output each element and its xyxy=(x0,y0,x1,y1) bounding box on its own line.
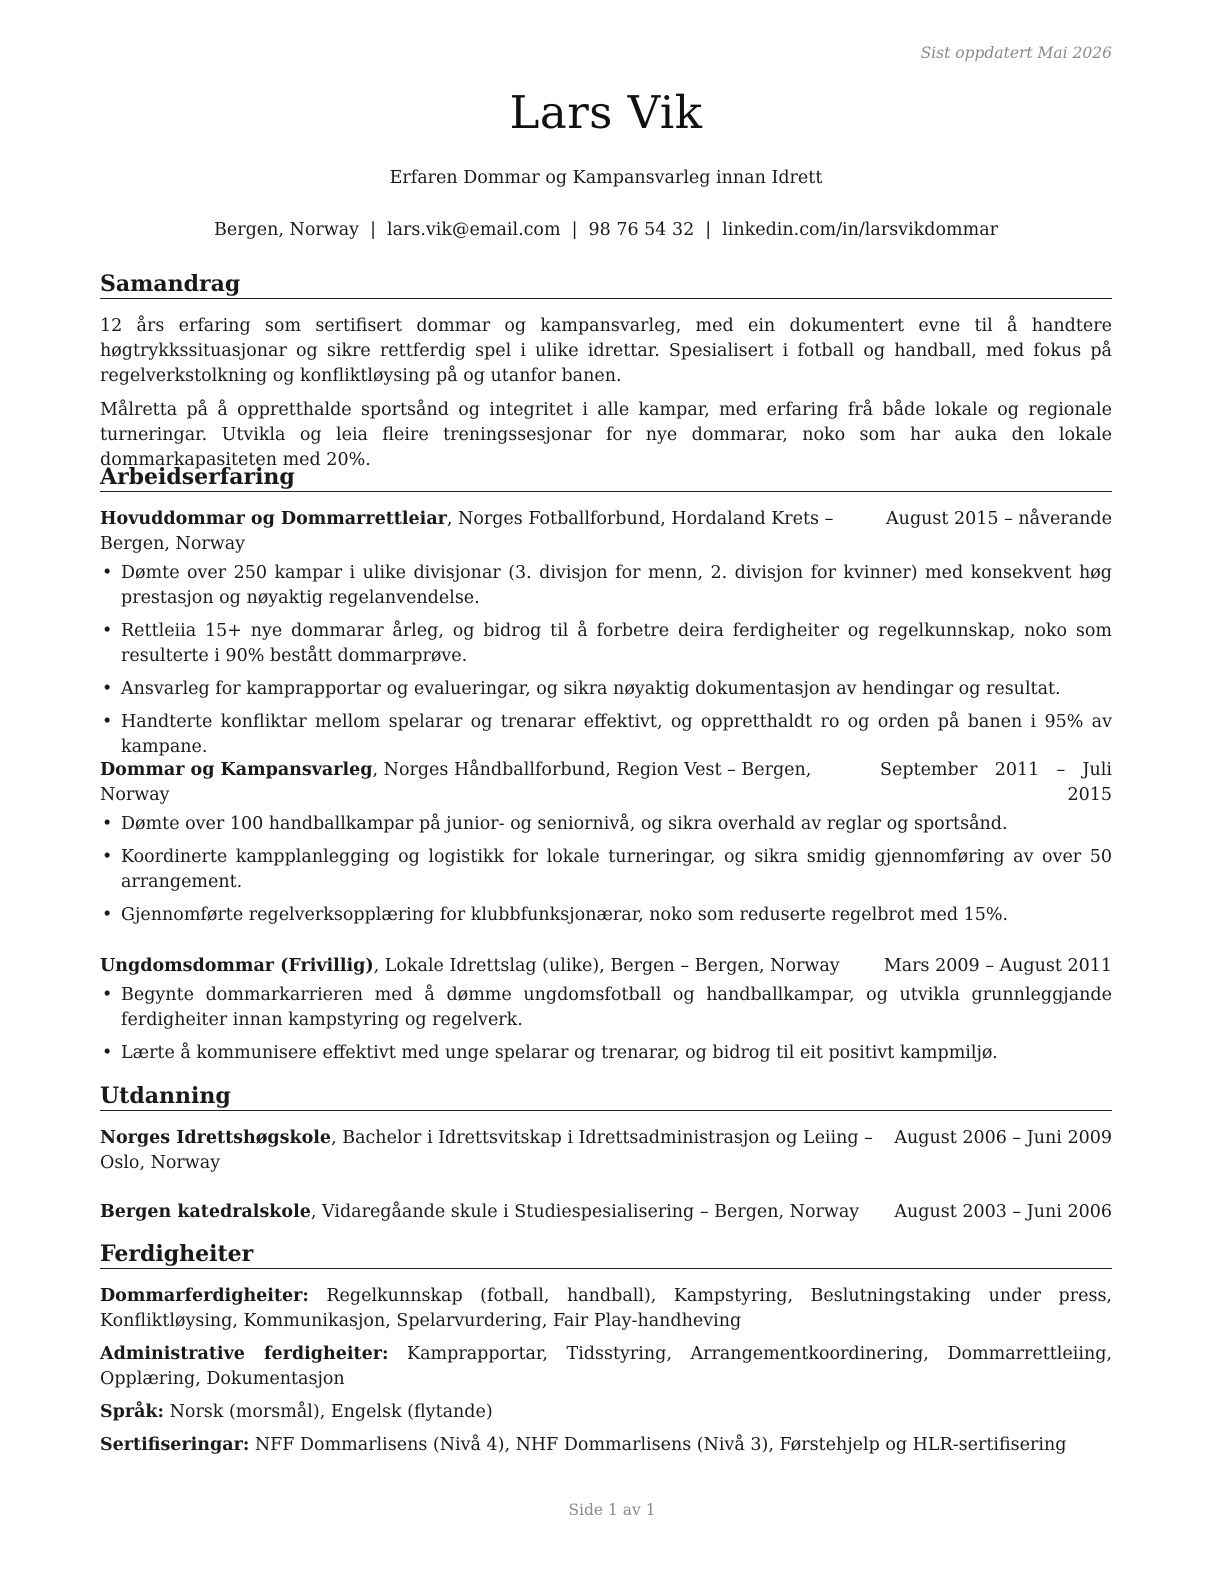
section-title-education: Utdanning xyxy=(100,1083,1112,1111)
summary-section xyxy=(100,314,1112,482)
skill-value: Norsk (morsmål), Engelsk (flytande) xyxy=(164,1402,493,1422)
skill-row xyxy=(100,1342,1112,1392)
school-name: Bergen katedralskole xyxy=(100,1202,311,1222)
list-item: • Begynte dommarkarrieren med å dømme ungdomsfotball og handballkampar, og utvikla grunnleggjande ferdigheiter innan kampstyring og regelverk. xyxy=(100,983,1112,1033)
education-line xyxy=(100,1200,880,1225)
skill-row xyxy=(100,1400,1112,1425)
contact-email[interactable]: lars.vik@email.com xyxy=(386,220,561,240)
education-header xyxy=(100,1200,1112,1225)
job-dates: Mars 2009 – August 2011 xyxy=(883,956,1112,976)
person-name: Lars Vik xyxy=(509,86,703,139)
skill-row xyxy=(100,1284,1112,1334)
list-item: • Koordinerte kampplanlegging og logistikk for lokale turneringar, og sikra smidig gjennomføring av over 50 arrangement. xyxy=(100,845,1112,895)
job-organization: , Norges Håndballforbund, Region Vest – Bergen, Norway xyxy=(100,760,812,805)
job-dates: September 2011 – Juli 2015 xyxy=(880,760,1112,805)
skill-value: NFF Dommarlisens (Nivå 4), NHF Dommarlisens (Nivå 3), Førstehjelp og HLR-sertifisering xyxy=(249,1435,1067,1455)
list-item: • Ansvarleg for kamprapportar og evalueringar, og sikra nøyaktig dokumentasjon av hendingar og resultat. xyxy=(100,677,1112,702)
education-dates: August 2003 – Juni 2006 xyxy=(894,1202,1112,1222)
section-title-experience: Arbeidserfaring xyxy=(100,464,1112,492)
list-item: • Lærte å kommunisere effektivt med unge spelarar og trenarar, og bidrog til eit positivt kampmiljø. xyxy=(100,1041,1112,1066)
list-item: • Rettleiia 15+ nye dommarar årleg, og bidrog til å forbetre deira ferdigheiter og regelkunnskap, noko som resulterte i 90% bestått dommarprøve. xyxy=(100,619,1112,669)
section-title-summary: Samandrag xyxy=(100,271,1112,299)
section-title-skills: Ferdigheiter xyxy=(100,1241,1112,1269)
skill-label: Sertifiseringar: xyxy=(100,1435,250,1455)
job-role: Dommar og Kampansvarleg xyxy=(100,760,373,780)
education-line xyxy=(100,1126,880,1176)
education-entry xyxy=(100,1126,1112,1176)
skill-label: Språk: xyxy=(100,1402,165,1422)
job-title-line xyxy=(100,954,870,979)
skill-label: Administrative ferdigheiter: xyxy=(100,1344,389,1364)
contact-separator: | xyxy=(705,220,712,240)
contact-linkedin[interactable]: linkedin.com/in/larsvikdommar xyxy=(722,220,998,240)
list-item: • Dømte over 250 kampar i ulike divisjonar (3. divisjon for menn, 2. divisjon for kvinner) med konsekvent høg prestasjon og nøyaktig regelanvendelse. xyxy=(100,561,1112,611)
job-header xyxy=(100,507,1112,557)
job-header xyxy=(100,954,1112,979)
job-entry xyxy=(100,507,1112,768)
job-header xyxy=(100,758,1112,808)
contact-separator: | xyxy=(571,220,578,240)
last-updated: Sist oppdatert Mai 2026 xyxy=(920,44,1112,62)
contact-location: Bergen, Norway xyxy=(214,220,360,240)
skills-section xyxy=(100,1284,1112,1466)
job-role: Hovuddommar og Dommarrettleiar xyxy=(100,509,447,529)
job-bullets xyxy=(100,561,1112,760)
skill-value: Kamprapportar, Tidsstyring, Arrangementkoordinering, Dommarrettleiing, Opplæring, Dokumentasjon xyxy=(100,1344,1112,1389)
education-dates: August 2006 – Juni 2009 xyxy=(894,1128,1112,1148)
contact-line xyxy=(100,220,1112,240)
job-bullets xyxy=(100,983,1112,1066)
job-entry xyxy=(100,758,1112,936)
degree-detail: , Vidaregåande skule i Studiespesialisering – Bergen, Norway xyxy=(310,1202,860,1222)
tagline: Erfaren Dommar og Kampansvarleg innan Idrett xyxy=(389,168,823,188)
skill-row xyxy=(100,1433,1112,1458)
education-entry xyxy=(100,1200,1112,1225)
job-role: Ungdomsdommar (Frivillig) xyxy=(100,956,374,976)
list-item: • Handterte konfliktar mellom spelarar og trenarar effektivt, og oppretthaldt ro og orden på banen i 95% av kampane. xyxy=(100,710,1112,760)
skill-value: Regelkunnskap (fotball, handball), Kampstyring, Beslutningstaking under press, Konfliktløysing, Kommunikasjon, Spelarvurdering, Fair Play-handheving xyxy=(100,1286,1112,1331)
contact-phone[interactable]: 98 76 54 32 xyxy=(588,220,695,240)
list-item: • Gjennomførte regelverksopplæring for klubbfunksjonærar, noko som reduserte regelbrot med 15%. xyxy=(100,903,1112,928)
summary-paragraph: Målretta på å oppretthalde sportsånd og integritet i alle kampar, med erfaring frå både lokale og regionale turneringar. Utvikla og leia fleire treningssesjonar for nye dommarar, noko som har auka den lokale dommarkapasiteten med 20%. xyxy=(100,400,1112,470)
education-header xyxy=(100,1126,1112,1176)
job-organization: , Lokale Idrettslag (ulike), Bergen – Bergen, Norway xyxy=(373,956,840,976)
school-name: Norges Idrettshøgskole xyxy=(100,1128,332,1148)
skill-label: Dommarferdigheiter: xyxy=(100,1286,309,1306)
job-organization: , Norges Fotballforbund, Hordaland Krets – Bergen, Norway xyxy=(100,509,834,554)
job-title-line xyxy=(100,758,866,808)
job-bullets xyxy=(100,812,1112,928)
degree-detail: , Bachelor i Idrettsvitskap i Idrettsadministrasjon og Leiing – Oslo, Norway xyxy=(100,1128,873,1173)
contact-separator: | xyxy=(370,220,376,240)
list-item: • Dømte over 100 handballkampar på junior- og seniornivå, og sikra overhald av reglar og sportsånd. xyxy=(100,812,1112,837)
job-title-line xyxy=(100,507,872,557)
page-number: Side 1 av 1 xyxy=(568,1501,656,1519)
summary-paragraph: 12 års erfaring som sertifisert dommar og kampansvarleg, med ein dokumentert evne til å handtere høgtrykkssituasjonar og sikre rettferdig spel i ulike idrettar. Spesialisert i fotball og handball, med fokus på regelverkstolkning og konfliktløysing på og utanfor banen. xyxy=(100,316,1112,386)
job-entry xyxy=(100,954,1112,1074)
job-dates: August 2015 – nåverande xyxy=(886,509,1112,529)
